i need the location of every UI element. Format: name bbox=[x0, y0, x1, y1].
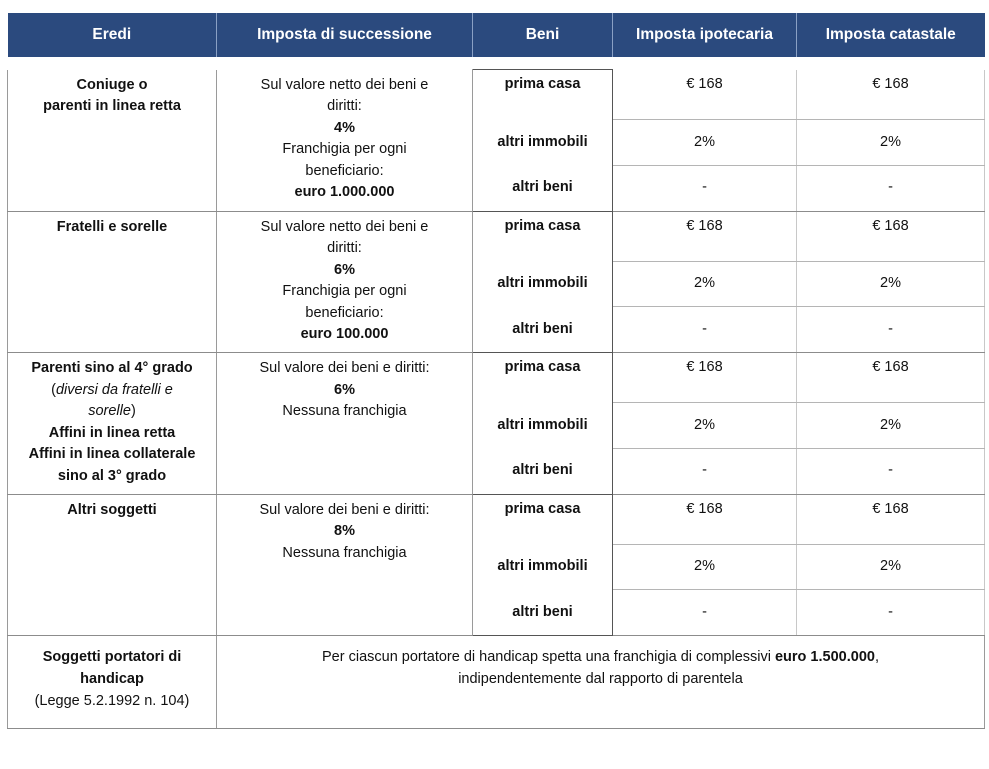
mortgage-tax-cell: € 168 bbox=[613, 353, 797, 403]
tax-rate-value: 4% bbox=[334, 119, 355, 136]
handicap-note-amount: euro 1.500.000 bbox=[774, 649, 875, 665]
asset-type-cell: altri beni bbox=[473, 590, 613, 636]
asset-type-cell: altri beni bbox=[473, 307, 613, 353]
heir-line-part: ( bbox=[51, 381, 56, 398]
header-eredi: Eredi bbox=[8, 13, 217, 57]
succession-tax-cell bbox=[217, 353, 473, 495]
asset-type-cell: altri beni bbox=[473, 448, 613, 494]
header-imposta-successione: Imposta di successione bbox=[217, 13, 473, 57]
header-imposta-catastale: Imposta catastale bbox=[797, 13, 985, 57]
heir-line bbox=[14, 401, 210, 423]
header-beni: Beni bbox=[473, 13, 613, 57]
heir-cell bbox=[8, 353, 217, 495]
handicap-heir-cell bbox=[8, 636, 217, 729]
mortgage-tax-cell: 2% bbox=[613, 403, 797, 449]
heir-line: Coniuge o bbox=[76, 76, 148, 93]
tax-description-line: Franchigia per ogni bbox=[282, 141, 407, 157]
table-body bbox=[8, 70, 985, 729]
handicap-note bbox=[217, 636, 985, 729]
mortgage-tax-cell: € 168 bbox=[613, 211, 797, 261]
table-row bbox=[8, 211, 985, 261]
heir-line bbox=[14, 380, 210, 402]
mortgage-tax-cell: - bbox=[613, 307, 797, 353]
heir-line-part: diversi da fratelli e bbox=[55, 381, 173, 398]
table-header bbox=[8, 13, 985, 70]
tax-rate-value: 6% bbox=[334, 381, 355, 398]
mortgage-tax-cell: - bbox=[613, 165, 797, 211]
table-row bbox=[8, 353, 985, 403]
heir-line: Altri soggetti bbox=[67, 501, 157, 518]
heir-line: sino al 3° grado bbox=[57, 467, 167, 484]
succession-tax-cell bbox=[217, 70, 473, 212]
mortgage-tax-cell: - bbox=[613, 590, 797, 636]
cadastral-tax-cell: 2% bbox=[797, 120, 985, 166]
handicap-note-text: Per ciascun portatore di handicap spetta una franchigia di complessivi bbox=[322, 649, 775, 665]
cadastral-tax-cell: € 168 bbox=[797, 353, 985, 403]
tax-description-line: Sul valore dei beni e diritti: bbox=[259, 360, 430, 376]
table-row bbox=[8, 494, 985, 544]
tax-description-line: diritti: bbox=[327, 240, 362, 256]
cadastral-tax-cell: 2% bbox=[797, 544, 985, 590]
mortgage-tax-cell: 2% bbox=[613, 261, 797, 307]
asset-type-cell: prima casa bbox=[473, 70, 613, 120]
tax-rate-value: euro 100.000 bbox=[300, 326, 389, 342]
tax-description-line: Sul valore netto dei beni e bbox=[260, 76, 429, 93]
heir-line: Parenti sino al 4° grado bbox=[31, 360, 193, 376]
heir-line: parenti in linea retta bbox=[43, 98, 181, 114]
header-imposta-ipotecaria: Imposta ipotecaria bbox=[613, 13, 797, 57]
mortgage-tax-cell: 2% bbox=[613, 544, 797, 590]
mortgage-tax-cell: - bbox=[613, 448, 797, 494]
tax-rate-value: 8% bbox=[334, 523, 355, 539]
tax-description-line: Sul valore dei beni e diritti: bbox=[259, 501, 430, 518]
succession-tax-cell bbox=[217, 211, 473, 353]
tax-description-line: Nessuna franchigia bbox=[282, 403, 407, 419]
cadastral-tax-cell: € 168 bbox=[797, 211, 985, 261]
asset-type-cell: altri immobili bbox=[473, 403, 613, 449]
cadastral-tax-cell: - bbox=[797, 448, 985, 494]
table-row bbox=[8, 70, 985, 120]
heir-cell bbox=[8, 494, 217, 636]
heir-line-part: ) bbox=[130, 403, 136, 419]
mortgage-tax-cell: 2% bbox=[613, 120, 797, 166]
tax-description-line: Franchigia per ogni bbox=[282, 283, 407, 299]
heir-cell bbox=[8, 211, 217, 353]
handicap-heir-line: handicap bbox=[80, 671, 144, 687]
asset-type-cell: prima casa bbox=[473, 353, 613, 403]
asset-type-cell: altri beni bbox=[473, 165, 613, 211]
cadastral-tax-cell: - bbox=[797, 307, 985, 353]
heir-line: Affini in linea retta bbox=[48, 424, 176, 441]
handicap-row bbox=[8, 636, 985, 729]
mortgage-tax-cell: € 168 bbox=[613, 70, 797, 120]
asset-type-cell: prima casa bbox=[473, 494, 613, 544]
handicap-heir-line: Soggetti portatori di bbox=[42, 649, 182, 665]
heir-cell bbox=[8, 70, 217, 212]
cadastral-tax-cell: - bbox=[797, 590, 985, 636]
cadastral-tax-cell: € 168 bbox=[797, 70, 985, 120]
heir-line: Affini in linea collaterale bbox=[28, 446, 196, 462]
tax-rate-value: euro 1.000.000 bbox=[294, 184, 395, 200]
tax-description-line: beneficiario: bbox=[305, 304, 384, 321]
succession-tax-cell bbox=[217, 494, 473, 636]
asset-type-cell: altri immobili bbox=[473, 544, 613, 590]
inheritance-tax-table bbox=[7, 13, 985, 729]
cadastral-tax-cell: - bbox=[797, 165, 985, 211]
heir-line-part: sorelle bbox=[88, 403, 131, 419]
mortgage-tax-cell: € 168 bbox=[613, 494, 797, 544]
tax-table-wrapper bbox=[7, 13, 984, 729]
asset-type-cell: altri immobili bbox=[473, 120, 613, 166]
tax-description-line: Nessuna franchigia bbox=[282, 544, 407, 561]
handicap-note-line2: indipendentemente dal rapporto di parentela bbox=[458, 671, 743, 687]
cadastral-tax-cell: 2% bbox=[797, 261, 985, 307]
cadastral-tax-cell: 2% bbox=[797, 403, 985, 449]
cadastral-tax-cell: € 168 bbox=[797, 494, 985, 544]
tax-description-line: Sul valore netto dei beni e bbox=[260, 218, 429, 235]
heir-line: Fratelli e sorelle bbox=[56, 218, 168, 235]
asset-type-cell: altri immobili bbox=[473, 261, 613, 307]
handicap-law-reference: (Legge 5.2.1992 n. 104) bbox=[34, 693, 190, 709]
tax-description-line: beneficiario: bbox=[305, 162, 384, 179]
asset-type-cell: prima casa bbox=[473, 211, 613, 261]
tax-description-line: diritti: bbox=[327, 98, 362, 114]
tax-rate-value: 6% bbox=[334, 261, 355, 278]
handicap-note-comma: , bbox=[874, 649, 879, 665]
